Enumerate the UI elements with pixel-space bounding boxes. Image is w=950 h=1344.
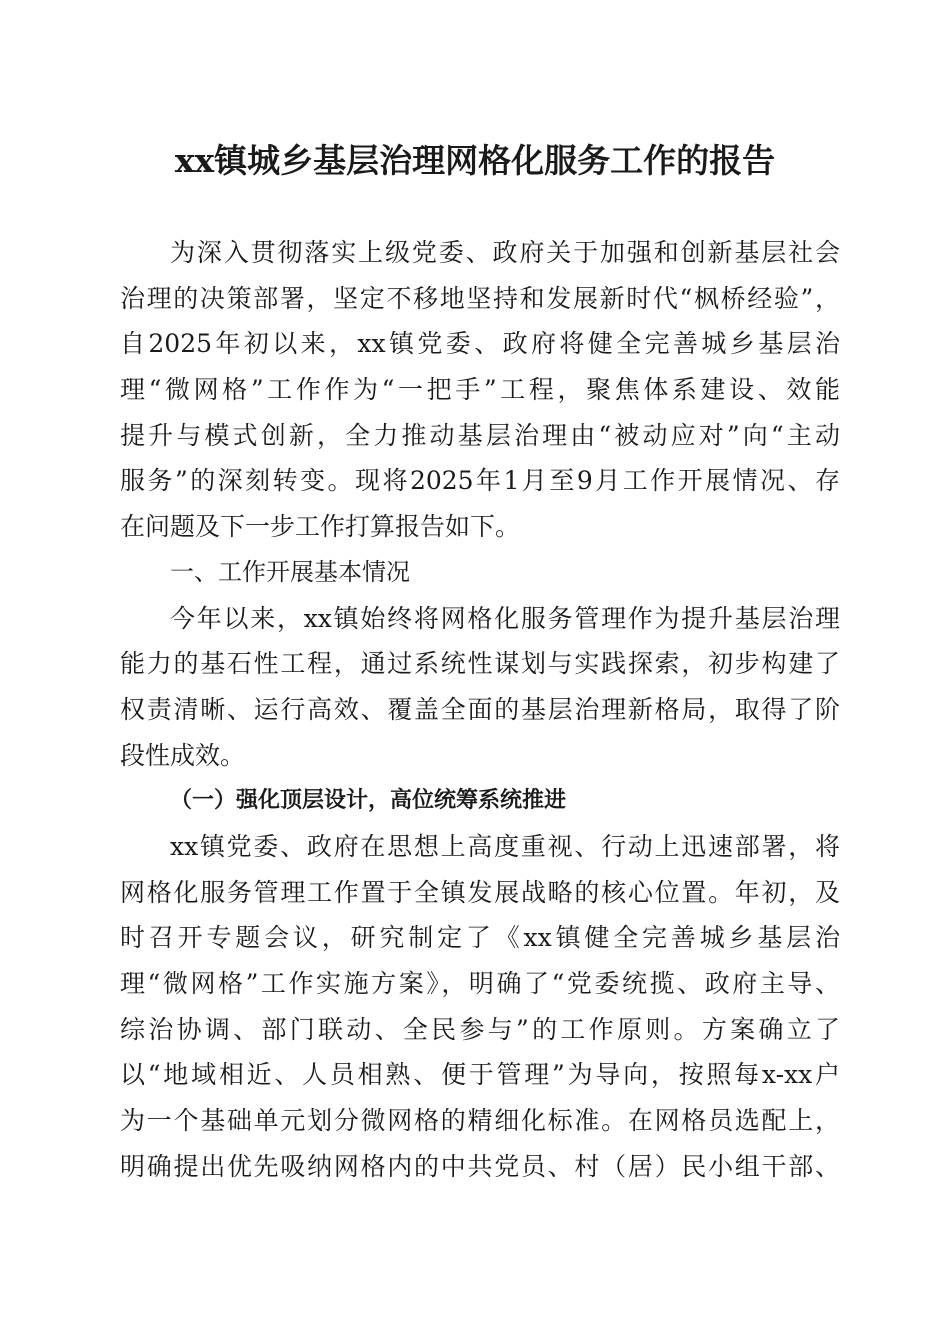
section-heading: 一、工作开展基本情况 (170, 557, 410, 586)
paragraph-line: 网格化服务管理工作置于全镇发展战略的核心位置。年初，及 (120, 877, 840, 907)
paragraph-line: 为深入贯彻落实上级党委、政府关于加强和创新基层社会 (170, 238, 840, 267)
paragraph-line: 治理的决策部署，坚定不移地坚持和发展新时代“枫桥经验”， (120, 283, 840, 313)
paragraph-line: 理“微网格”工作作为“一把手”工程，聚焦体系建设、效能 (120, 375, 840, 405)
paragraph-line: 段性成效。 (120, 740, 246, 770)
paragraph-line: xx镇党委、政府在思想上高度重视、行动上迅速部署，将 (170, 831, 840, 861)
paragraph-line: 时召开专题会议，研究制定了《xx镇健全完善城乡基层治 (120, 923, 840, 953)
subsection-heading: （一）强化顶层设计，高位统筹系统推进 (170, 787, 567, 814)
paragraph-line: 以“地域相近、人员相熟、便于管理”为导向，按照每x-xx户 (120, 1060, 840, 1090)
paragraph-line: 综治协调、部门联动、全民参与”的工作原则。方案确立了 (120, 1014, 840, 1044)
paragraph-line: 今年以来，xx镇始终将网格化服务管理作为提升基层治理 (170, 603, 840, 633)
paragraph-line: 为一个基础单元划分微网格的精细化标准。在网格员选配上， (120, 1106, 840, 1136)
document-body (120, 230, 840, 1189)
paragraph-line: 自2025年初以来，xx镇党委、政府将健全完善城乡基层治 (120, 329, 840, 359)
paragraph-line: 明确提出优先吸纳网格内的中共党员、村（居）民小组干部、 (120, 1151, 840, 1181)
paragraph-line: 权责清晰、运行高效、覆盖全面的基层治理新格局，取得了阶 (120, 694, 840, 724)
paragraph-line: 理“微网格”工作实施方案》，明确了“党委统揽、政府主导、 (120, 969, 840, 998)
document-title: xx镇城乡基层治理网格化服务工作的报告 (174, 141, 776, 180)
paragraph-line: 提升与模式创新，全力推动基层治理由“被动应对”向“主动 (120, 420, 840, 450)
paragraph-line: 服务”的深刻转变。现将2025年1月至9月工作开展情况、存 (120, 466, 840, 496)
paragraph-line: 在问题及下一步工作打算报告如下。 (120, 512, 521, 542)
paragraph-line: 能力的基石性工程，通过系统性谋划与实践探索，初步构建了 (120, 649, 840, 679)
